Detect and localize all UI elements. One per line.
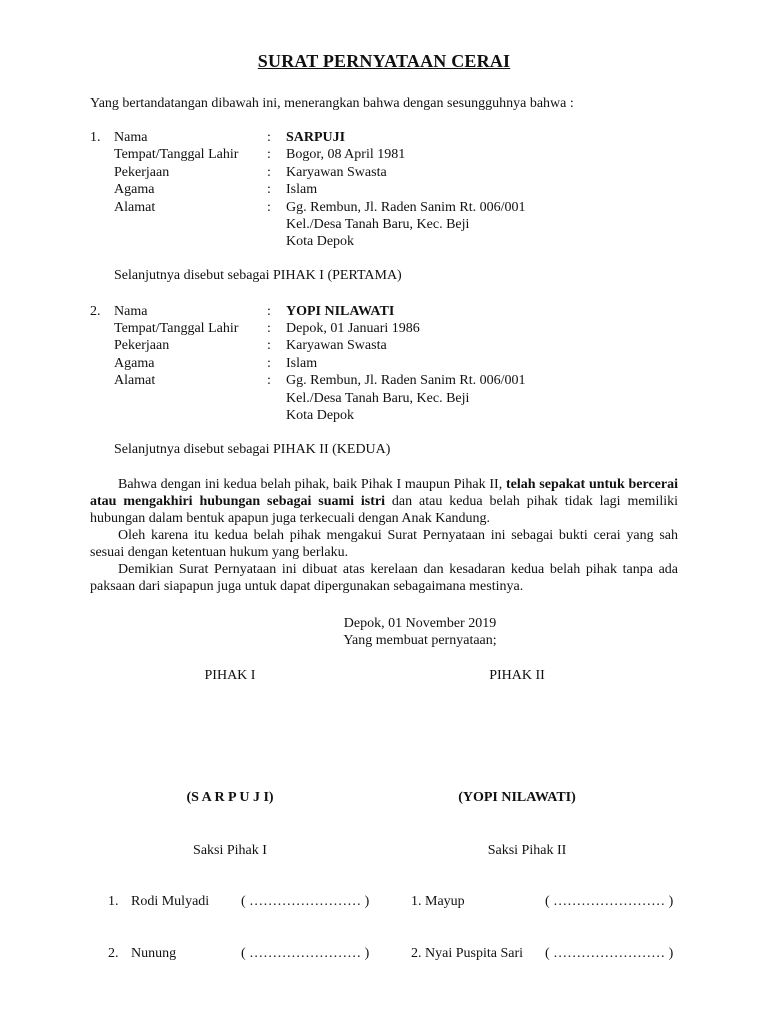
party1-label-pekerjaan: Pekerjaan: [114, 165, 170, 180]
colon: :: [267, 200, 271, 215]
party1-ttl: Bogor, 08 April 1981: [286, 147, 406, 162]
party2-label-pekerjaan: Pekerjaan: [114, 338, 170, 353]
paragraph-1-emphasis: telah sepakat untuk bercerai atau mengakhiri hubungan sebagai suami istri: [90, 477, 679, 509]
party1-pekerjaan: Karyawan Swasta: [286, 165, 387, 180]
colon: :: [267, 356, 271, 371]
statement-body: [90, 476, 678, 595]
witness-1-heading: Saksi Pihak I: [193, 843, 267, 858]
paragraph-1-start: Bahwa dengan ini kedua belah pihak, baik Pihak I maupun Pihak II,: [118, 477, 506, 492]
statement-paragraph-3: Demikian Surat Pernyataan ini dibuat atas kerelaan dan kesadaran kedua belah pihak tanpa ada paksaan dari siapapun juga untuk dapat dipergunakan sebagaimana mestinya.: [90, 562, 678, 594]
party2-label-ttl: Tempat/Tanggal Lahir: [114, 321, 239, 336]
maker-label: Yang membuat pernyataan;: [343, 633, 497, 648]
witness-2-heading: Saksi Pihak II: [487, 843, 567, 858]
colon: :: [267, 147, 271, 162]
witness-left-signature-line: ( …………………… ): [241, 946, 370, 961]
party2-number: 2.: [90, 304, 101, 319]
party2-label-nama: Nama: [114, 304, 148, 319]
party1-label-nama: Nama: [114, 130, 148, 145]
party2-ttl: Depok, 01 Januari 1986: [286, 321, 420, 336]
party2-alamat-line2: Kel./Desa Tanah Baru, Kec. Beji: [286, 391, 470, 406]
party1-alamat-line2: Kel./Desa Tanah Baru, Kec. Beji: [286, 217, 470, 232]
party1-label-alamat: Alamat: [114, 200, 156, 215]
witness-right-name: 2. Nyai Puspita Sari: [411, 946, 523, 961]
party1-alamat-line3: Kota Depok: [286, 234, 355, 249]
colon: :: [267, 130, 271, 145]
statement-paragraph-1: [90, 476, 678, 527]
party1-nama: SARPUJI: [286, 130, 346, 145]
witness-right-signature-line: ( …………………… ): [545, 894, 674, 909]
party2-nama: YOPI NILAWATI: [286, 304, 395, 319]
witness-left-name: Rodi Mulyadi: [131, 894, 210, 909]
party1-designation: Selanjutnya disebut sebagai PIHAK I (PERTAMA): [114, 268, 402, 283]
party1-label-ttl: Tempat/Tanggal Lahir: [114, 147, 239, 162]
party2-alamat-line3: Kota Depok: [286, 408, 355, 423]
colon: :: [267, 304, 271, 319]
pihak-2-signature-name: (YOPI NILAWATI): [458, 790, 576, 805]
witness-left-number: 2.: [108, 946, 119, 961]
party2-label-alamat: Alamat: [114, 373, 156, 388]
party2-pekerjaan: Karyawan Swasta: [286, 338, 387, 353]
party2-designation: Selanjutnya disebut sebagai PIHAK II (KEDUA): [114, 442, 391, 457]
party2-label-agama: Agama: [114, 356, 155, 371]
pihak-2-heading: PIHAK II: [489, 668, 545, 683]
paragraph-1-end: dan atau kedua belah pihak tidak lagi memiliki hubungan dalam bentuk apapun juga terkecuali dengan Anak Kandung.: [90, 494, 678, 526]
witness-right-name: 1. Mayup: [411, 894, 465, 909]
intro-text: Yang bertandatangan dibawah ini, menerangkan bahwa dengan sesungguhnya bahwa :: [90, 96, 574, 111]
statement-paragraph-2: Oleh karena itu kedua belah pihak mengakui Surat Pernyataan ini sebagai bukti cerai yang sah sesuai dengan ketentuan hukum yang berlaku.: [90, 528, 678, 560]
witness-left-name: Nunung: [131, 946, 177, 961]
party1-number: 1.: [90, 130, 101, 145]
party1-label-agama: Agama: [114, 182, 155, 197]
place-date: Depok, 01 November 2019: [343, 616, 497, 631]
colon: :: [267, 165, 271, 180]
witness-left-number: 1.: [108, 894, 119, 909]
witness-left-signature-line: ( …………………… ): [241, 894, 370, 909]
pihak-1-heading: PIHAK I: [204, 668, 256, 683]
party2-agama: Islam: [286, 356, 318, 371]
colon: :: [267, 373, 271, 388]
colon: :: [267, 182, 271, 197]
pihak-1-signature-name: (S A R P U J I): [186, 790, 274, 805]
party1-alamat-line1: Gg. Rembun, Jl. Raden Sanim Rt. 006/001: [286, 200, 526, 215]
party1-agama: Islam: [286, 182, 318, 197]
party2-alamat-line1: Gg. Rembun, Jl. Raden Sanim Rt. 006/001: [286, 373, 526, 388]
document-title: SURAT PERNYATAAN CERAI: [257, 51, 511, 71]
colon: :: [267, 321, 271, 336]
witness-right-signature-line: ( …………………… ): [545, 946, 674, 961]
colon: :: [267, 338, 271, 353]
